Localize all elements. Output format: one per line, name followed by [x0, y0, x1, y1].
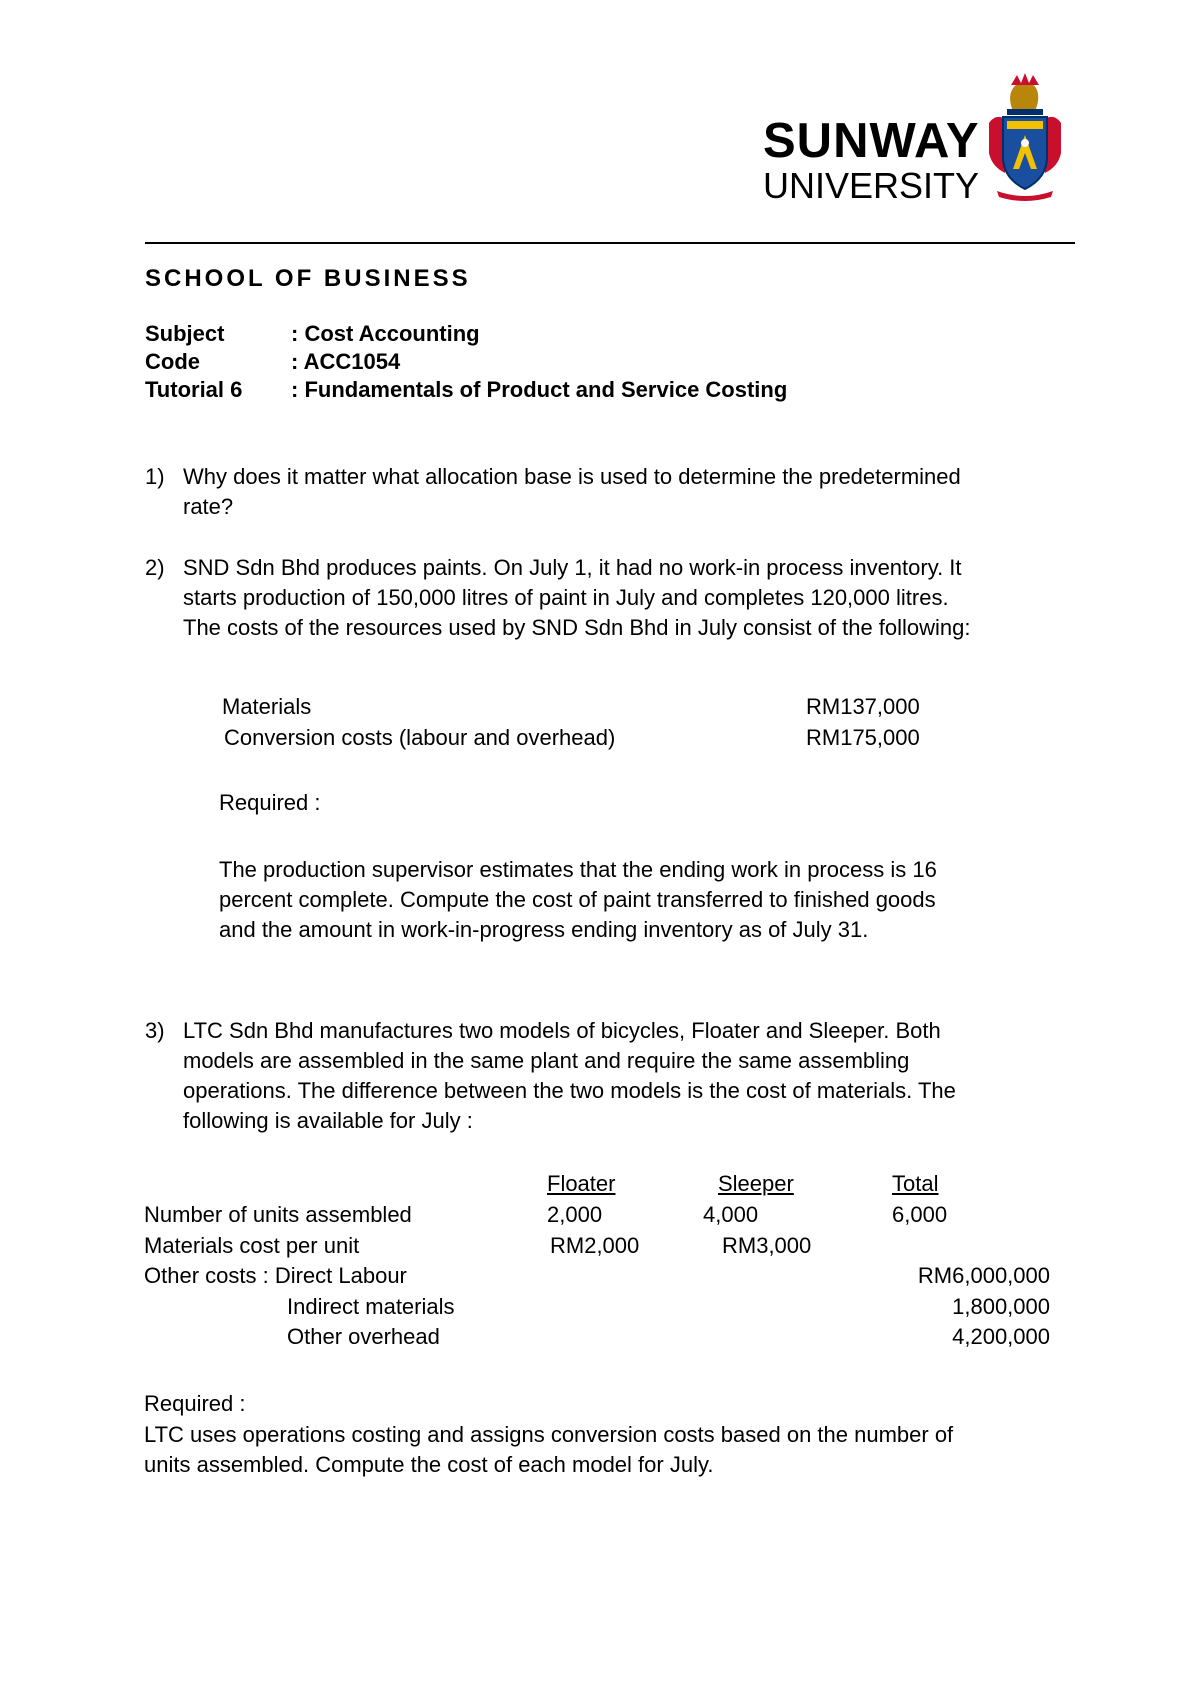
other-overhead-total: 4,200,000: [952, 1324, 1050, 1349]
units-sleeper: 4,000: [703, 1202, 759, 1227]
q2-req-line: and the amount in work-in-progress ending inventory as of July 31.: [219, 917, 869, 942]
q2-number: 2): [145, 555, 165, 580]
q2-required-heading: Required :: [219, 790, 321, 815]
other-overhead-label: Other overhead: [287, 1324, 440, 1349]
code-value: : ACC1054: [291, 349, 401, 374]
tutorial-row: [145, 377, 787, 403]
tutorial-value: : Fundamentals of Product and Service Costing: [291, 377, 788, 402]
direct-labour-label: Other costs : Direct Labour: [144, 1263, 407, 1288]
units-label: Number of units assembled: [144, 1202, 412, 1227]
subject-label: Subject: [145, 321, 225, 346]
q1-text: [183, 462, 1083, 522]
q2-materials-label: Materials: [222, 694, 312, 719]
q3-text: [183, 1016, 1083, 1136]
materials-cost-floater: RM2,000: [550, 1233, 640, 1258]
q2-line: SND Sdn Bhd produces paints. On July 1, it had no work-in process inventory. It: [183, 555, 962, 580]
units-total: 6,000: [892, 1202, 948, 1227]
indirect-materials-label: Indirect materials: [287, 1294, 455, 1319]
q2-text: [183, 553, 1083, 643]
logo-wordmark-university: UNIVERSITY: [763, 165, 980, 206]
q3-req-line: LTC uses operations costing and assigns conversion costs based on the number of: [144, 1422, 954, 1447]
logo-wordmark-sunway: SUNWAY: [763, 114, 980, 168]
q3-required-heading: Required :: [144, 1391, 246, 1416]
subject-value: : Cost Accounting: [291, 321, 480, 346]
q2-req-line: The production supervisor estimates that the ending work in process is 16: [219, 857, 937, 882]
q1-number: 1): [145, 464, 165, 489]
materials-cost-sleeper: RM3,000: [722, 1233, 812, 1258]
col-header-floater: [547, 1171, 615, 1197]
q3-line: following is available for July :: [183, 1108, 473, 1133]
col-header-sleeper-text: Sleeper: [718, 1171, 794, 1196]
indirect-materials-total: 1,800,000: [952, 1294, 1050, 1319]
subject-row: [145, 321, 480, 347]
col-header-total: [892, 1171, 938, 1197]
materials-cost-label: Materials cost per unit: [144, 1233, 360, 1258]
university-crest-icon: [985, 73, 1065, 203]
q3-req-line: units assembled. Compute the cost of each model for July.: [144, 1452, 714, 1477]
col-header-sleeper: [718, 1171, 794, 1197]
q3-line: models are assembled in the same plant and require the same assembling: [183, 1048, 910, 1073]
q3-line: operations. The difference between the two models is the cost of materials. The: [183, 1078, 956, 1103]
header-rule: [145, 242, 1075, 244]
school-title: SCHOOL OF BUSINESS: [145, 265, 471, 292]
q2-line: The costs of the resources used by SND Sdn Bhd in July consist of the following:: [183, 615, 971, 640]
units-floater: 2,000: [547, 1202, 603, 1227]
code-label: Code: [145, 349, 200, 374]
q2-materials-value: RM137,000: [806, 694, 920, 719]
direct-labour-total: RM6,000,000: [917, 1263, 1050, 1288]
q2-required-text: [219, 855, 1079, 945]
code-row: [145, 349, 400, 375]
q2-conversion-value: RM175,000: [806, 725, 920, 750]
q2-line: starts production of 150,000 litres of paint in July and completes 120,000 litres.: [183, 585, 949, 610]
q3-line: LTC Sdn Bhd manufactures two models of bicycles, Floater and Sleeper. Both: [183, 1018, 941, 1043]
q2-conversion-label: Conversion costs (labour and overhead): [224, 725, 616, 750]
q3-required-text: [144, 1420, 1084, 1480]
tutorial-label: Tutorial 6: [145, 377, 243, 402]
q2-req-line: percent complete. Compute the cost of paint transferred to finished goods: [219, 887, 936, 912]
q1-line: Why does it matter what allocation base is used to determine the predetermined: [183, 464, 961, 489]
q1-line: rate?: [183, 494, 234, 519]
col-header-floater-text: Floater: [547, 1171, 616, 1196]
col-header-total-text: Total: [892, 1171, 939, 1196]
q3-number: 3): [145, 1018, 165, 1043]
